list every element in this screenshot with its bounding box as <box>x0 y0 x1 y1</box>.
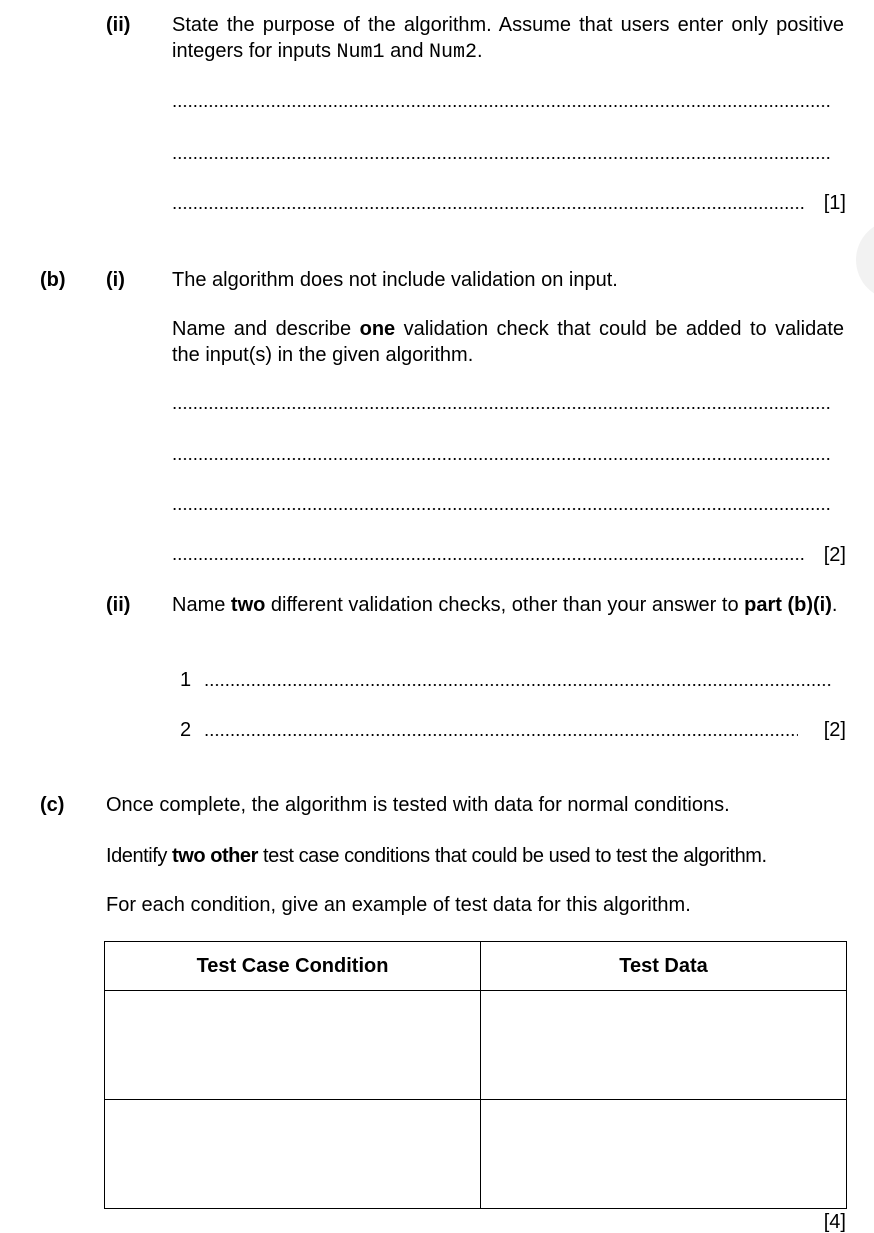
part-a-ii-label: (ii) <box>106 14 131 36</box>
part-b-i-statement: The algorithm does not include validation on input. <box>172 269 618 291</box>
answer-line[interactable] <box>172 506 832 512</box>
part-b-i-label: (i) <box>106 269 125 291</box>
answer-line[interactable] <box>204 732 798 738</box>
var-num2: Num2 <box>429 41 478 64</box>
answer-line[interactable] <box>172 155 832 161</box>
table-row <box>105 1100 847 1209</box>
table-row <box>105 991 847 1100</box>
answer-line[interactable] <box>172 405 832 411</box>
answer-cell-condition[interactable] <box>105 1100 481 1209</box>
part-b-ii-label: (ii) <box>106 594 131 616</box>
answer-cell-condition[interactable] <box>105 991 481 1100</box>
part-b-ii-question: Name two different validation checks, other than your answer to part (b)(i). <box>172 594 838 616</box>
var-num1: Num1 <box>336 41 385 64</box>
header-test-case-condition: Test Case Condition <box>105 942 481 991</box>
part-b-label: (b) <box>40 269 66 291</box>
answer-number-2: 2 <box>180 719 192 741</box>
page-edge-shadow <box>856 220 874 300</box>
answer-cell-data[interactable] <box>481 1100 847 1209</box>
part-a-ii-mark: [1] <box>823 192 846 214</box>
part-b-i-mark: [2] <box>823 544 846 566</box>
part-c-line-2: Identify two other test case conditions that could be used to test the algorithm. <box>106 845 767 867</box>
answer-line[interactable] <box>172 205 804 211</box>
part-c-line-1: Once complete, the algorithm is tested with data for normal conditions. <box>106 794 730 816</box>
answer-cell-data[interactable] <box>481 991 847 1100</box>
header-test-data: Test Data <box>481 942 847 991</box>
part-b-ii-mark: [2] <box>823 719 846 741</box>
part-c-line-3: For each condition, give an example of test data for this algorithm. <box>106 894 691 916</box>
answer-line[interactable] <box>204 682 832 688</box>
part-a-ii-question: State the purpose of the algorithm. Assume that users enter only positive integers for inputs Num1 and Num2. <box>172 14 844 64</box>
answer-line[interactable] <box>172 456 832 462</box>
answer-number-1: 1 <box>180 669 192 691</box>
test-case-table <box>104 941 847 1209</box>
answer-line[interactable] <box>172 103 832 109</box>
part-b-i-question: Name and describe one validation check that could be added to validate the input(s) in the given algorithm. <box>172 318 844 366</box>
part-c-label: (c) <box>40 794 65 816</box>
part-c-mark: [4] <box>823 1211 846 1233</box>
answer-line[interactable] <box>172 556 804 562</box>
